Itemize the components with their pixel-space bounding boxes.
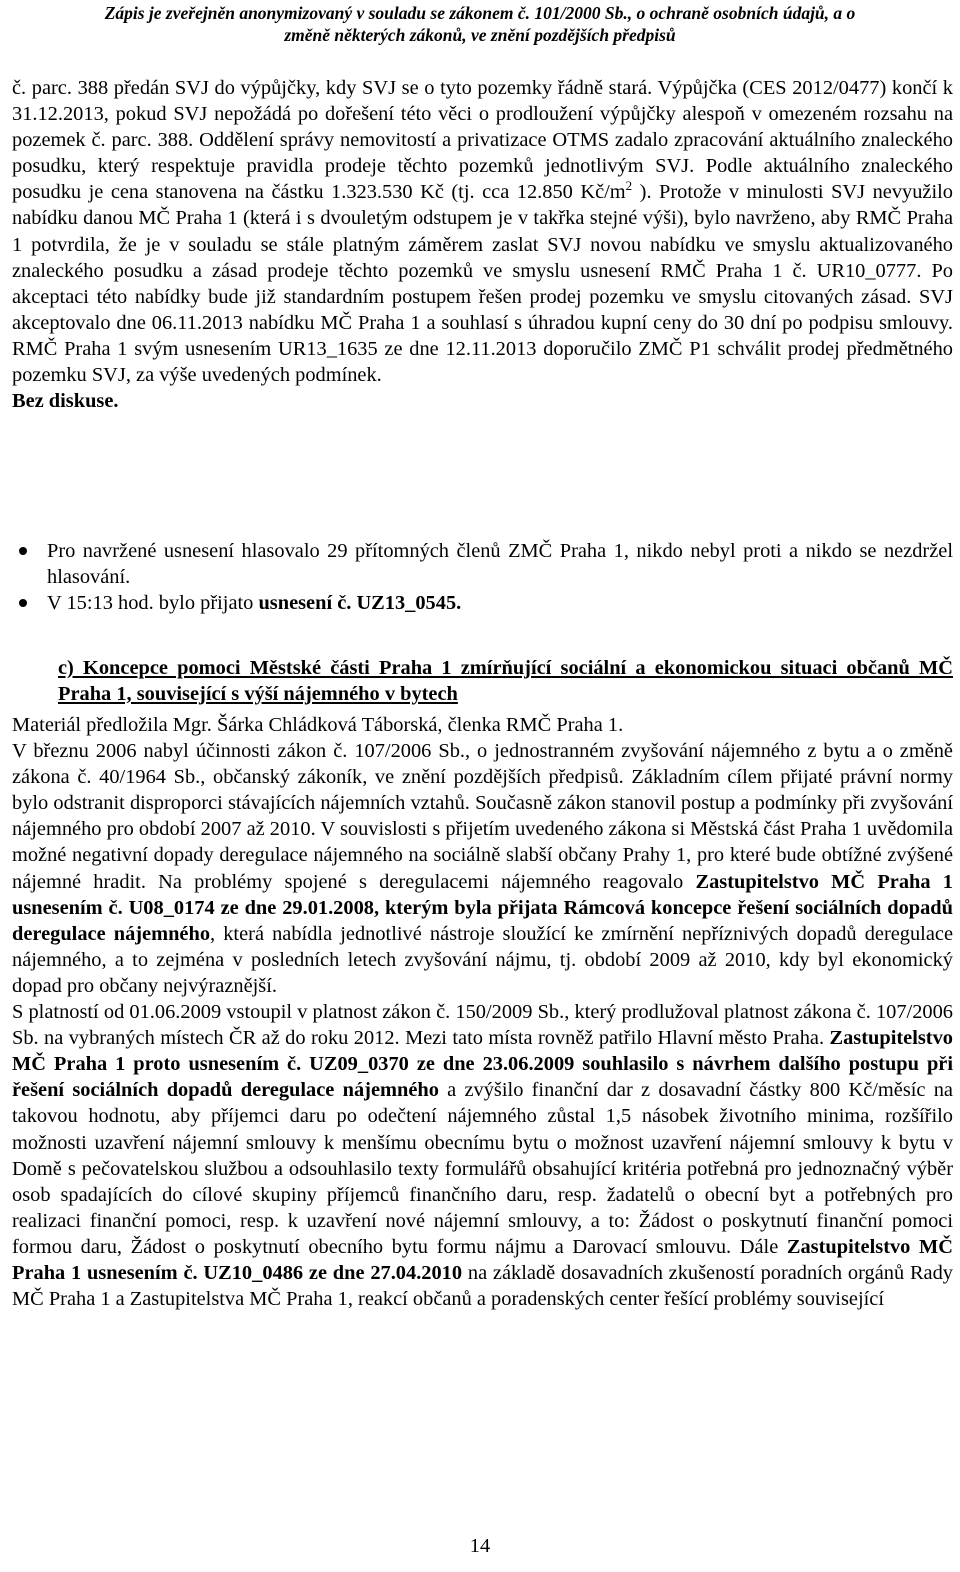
paragraph-text: a zvýšilo finanční dar z dosavadní částky 800 Kč/měsíc na takovou hodnotu, aby příjemci daru po odečtení nájemného zůstal 1,5 násobek životního minima, rozšířilo možnosti uzavření nájemní smlouvy k menšímu obecnímu bytu o možnost uzavření nájemní smlouvy k bytu v Domě s pečovatelskou službou a odsouhlasilo texty formulářů obsahující kritéria potřebná pro jednoznačný výběr osob spadajících do cílové skupiny příjemců finančního daru, resp. žadatelů o obecní byt a potřebných pro realizaci finanční pomoci, resp. k uzavření nové nájemní smlouvy, a to: Žádost o poskytnutí finanční pomoci formou daru, Žádost o poskytnutí obecního bytu formu nájmu a Darovací smlouvu. Dále	[12, 1079, 953, 1258]
vote-list	[12, 538, 953, 616]
header-line-1: Zápis je zveřejněn anonymizovaný v souladu se zákonem č. 101/2000 Sb., o ochraně osobních údajů, a o	[104, 3, 856, 23]
list-item	[12, 538, 953, 590]
bold-resolution: Zastupitelstvo MČ Praha 1 usnesením č. U08_0174 ze dne 29.01.2008, kterým byla přijata Rámcová koncepce řešení sociálních dopadů deregulace nájemného	[12, 870, 954, 945]
bullet-icon	[19, 599, 27, 607]
section-heading: c) Koncepce pomoci Městské části Praha 1 zmírňující sociální a ekonomickou situaci občanů MČ Praha 1, související s výší nájemného v bytech	[58, 657, 953, 706]
document-header	[0, 0, 960, 46]
bullet-icon	[19, 547, 27, 555]
paragraph-text: ). Protože v minulosti SVJ nevyužilo nabídku danou MČ Praha 1 (která i s dvouletým odstupem je v takřka stejné výši), bylo navrženo, aby RMČ Praha 1 potvrdila, že je v souladu se stále platným záměrem zaslat SVJ novou nabídku ve smyslu aktualizovaného znaleckého posudku a zásad prodeje těchto pozemků ve smyslu usnesení RMČ Praha 1 č. UR10_0777. Po akceptaci této nabídky bude již standardním postupem řešen prodej pozemku ve smyslu citovaných zásad. SVJ akceptovalo dne 06.11.2013 nabídku MČ Praha 1 a souhlasí s úhradou kupní ceny do 30 dní po podpisu smlouvy. RMČ Praha 1 svým usnesením UR13_1635 ze dne 12.11.2013 doporučilo ZMČ P1 schválit prodej předmětného pozemku SVJ, za výše uvedených podmínek.	[12, 181, 953, 387]
bold-resolution: Zastupitelstvo MČ Praha 1 proto usnesením č. UZ09_0370 ze dne 23.06.2009 souhlasilo s návrhem dalšího postupu při řešení sociálních dopadů deregulace nájemného	[12, 1027, 953, 1102]
paragraph-land-sale	[12, 75, 953, 414]
list-item	[12, 590, 953, 616]
vote-result: Pro navržené usnesení hlasovalo 29 přítomných členů ZMČ Praha 1, nikdo nebyl proti a nikdo se nezdržel hlasování.	[47, 540, 953, 589]
presenter-line: Materiál předložila Mgr. Šárka Chládková Táborská, členka RMČ Praha 1.	[12, 714, 624, 736]
superscript: 2	[625, 178, 633, 194]
paragraph-text: č. parc. 388 předán SVJ do výpůjčky, kdy SVJ se o tyto pozemky řádně stará. Výpůjčka (CES 2012/0477) končí k 31.12.2013, pokud SVJ nepožádá po dořešení této věci o prodloužení výpůjčky alespoň v omezeném rozsahu na pozemek č. parc. 388. Oddělení správy nemovitostí a privatizace OTMS zadalo zpracování aktuálního znaleckého posudku, který respektuje pravidla prodeje těchto pozemků jednotlivým SVJ. Podle aktuálního znaleckého posudku je cena stanovena na částku 1.323.530 Kč (tj. cca 12.850 Kč/m	[12, 77, 953, 204]
page-number: 14	[469, 1535, 491, 1557]
bold-resolution: Zastupitelstvo MČ Praha 1 usnesením č. UZ10_0486 ze dne 27.04.2010	[12, 1235, 953, 1284]
paragraph-text: na základě dosavadních zkušeností poradních orgánů Rady MČ Praha 1 a Zastupitelstva MČ Praha 1, reakcí občanů a poradenských center řešící problémy související	[12, 1261, 953, 1311]
no-discussion-note: Bez diskuse.	[12, 390, 119, 413]
header-line-2: změně některých zákonů, ve znění pozdějších předpisů	[284, 25, 676, 45]
paragraph-text: , která nabídla jednotlivé nástroje sloužící ke zmírnění nepříznivých dopadů deregulace nájemného, a to zejména v posledních letech zvyšování nájmu, tj. období 2009 až 2010, kdy byl ekonomický dopad pro občany nejvýraznější.	[12, 922, 953, 997]
vote-time: V 15:13 hod. bylo přijato	[47, 592, 259, 615]
resolution-number: usnesení č. UZ13_0545.	[258, 592, 462, 615]
paragraph-text: V březnu 2006 nabyl účinnosti zákon č. 107/2006 Sb., o jednostranném zvyšování nájemného z bytu a o změně zákona č. 40/1964 Sb., občanský zákoník, ve znění pozdějších předpisů. Základním cílem přijaté právní normy bylo odstranit disproporci stávajících nájemních vztahů. Současně zákon stanovil postup a podmínky při zvyšování nájemného pro období 2007 až 2010. V souvislosti s přijetím uvedeného zákona si Městská část Praha 1 uvědomila možné negativní dopady deregulace nájemného na sociálně slabší občany Prahy 1, pro které bude obtížné zvýšené nájemné hradit. Na problémy spojené s deregulacemi nájemného reagovalo	[12, 740, 953, 893]
section-body	[12, 712, 953, 1312]
paragraph-text: S platností od 01.06.2009 vstoupil v platnost zákon č. 150/2009 Sb., který prodlužoval platnost zákona č. 107/2006 Sb. na vybraných místech ČR až do roku 2012. Mezi tato místa rovněž patřilo Hlavní město Praha.	[12, 1001, 953, 1050]
